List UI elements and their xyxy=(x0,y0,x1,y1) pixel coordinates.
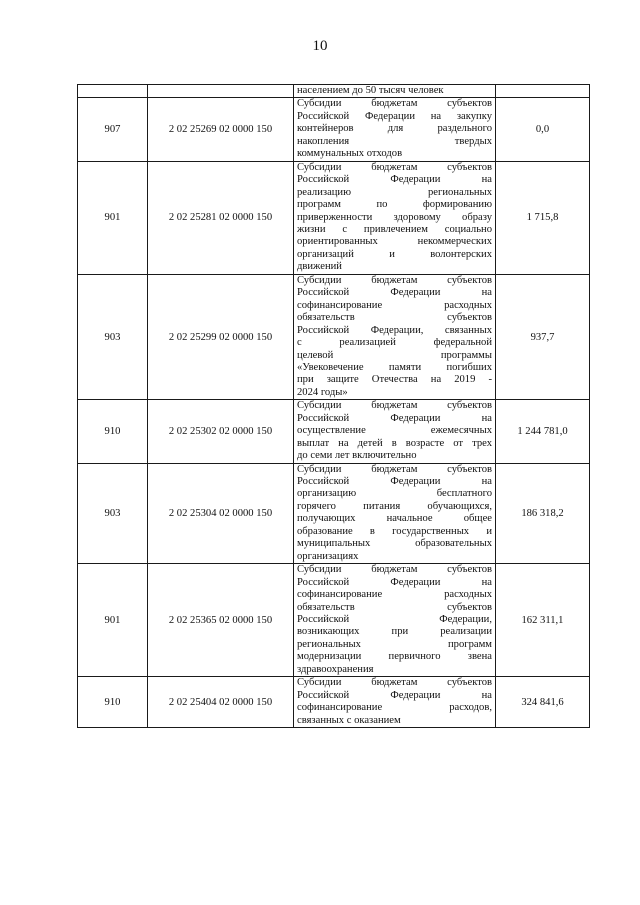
description-line: образование в государственных и xyxy=(297,525,492,537)
description-line: до семи лет включительно xyxy=(297,450,417,462)
description-cell xyxy=(294,274,496,400)
amount-cell: 937,7 xyxy=(496,274,590,400)
description-line: населением до 50 тысяч человек xyxy=(297,85,444,96)
description-cell xyxy=(294,161,496,274)
description-cell xyxy=(294,463,496,564)
description-line: Российской Федерации на закупку xyxy=(297,110,492,122)
description-line: здравоохранения xyxy=(297,663,374,675)
description-line: обязательств субъектов xyxy=(297,312,492,324)
table-row xyxy=(78,400,590,463)
classification-code-cell xyxy=(148,85,294,98)
description-cell xyxy=(294,85,496,98)
amount-cell: 1 244 781,0 xyxy=(496,400,590,463)
admin-code-cell xyxy=(78,85,148,98)
description-line: обязательств субъектов xyxy=(297,601,492,613)
description-line: жизни с привлечением социально xyxy=(297,223,492,235)
amount-cell: 324 841,6 xyxy=(496,677,590,728)
admin-code-cell: 901 xyxy=(78,161,148,274)
description-line: организацию бесплатного xyxy=(297,488,492,500)
description-line: Российской Федерации на xyxy=(297,412,492,424)
table-row xyxy=(78,463,590,564)
description-line: накопления твердых xyxy=(297,135,492,147)
description-line: Субсидии бюджетам субъектов xyxy=(297,98,492,110)
admin-code-cell: 903 xyxy=(78,274,148,400)
description-cell xyxy=(294,400,496,463)
classification-code-cell: 2 02 25302 02 0000 150 xyxy=(148,400,294,463)
description-line: горячего питания обучающихся, xyxy=(297,500,492,512)
admin-code-cell: 903 xyxy=(78,463,148,564)
classification-code-cell: 2 02 25269 02 0000 150 xyxy=(148,98,294,161)
description-line: при защите Отечества на 2019 - xyxy=(297,374,492,386)
classification-code-cell: 2 02 25299 02 0000 150 xyxy=(148,274,294,400)
amount-cell: 1 715,8 xyxy=(496,161,590,274)
description-line: Субсидии бюджетам субъектов xyxy=(297,161,492,173)
description-line: 2024 годы» xyxy=(297,386,348,398)
page-number: 10 xyxy=(312,38,328,54)
description-line: Российской Федерации, связанных xyxy=(297,324,492,336)
table-row xyxy=(78,98,590,161)
table-body xyxy=(78,85,590,728)
description-line: выплат на детей в возрасте от трех xyxy=(297,437,492,449)
description-line: целевой программы xyxy=(297,349,492,361)
description-line: Российской Федерации, xyxy=(297,614,492,626)
admin-code-cell: 910 xyxy=(78,677,148,728)
admin-code-cell: 910 xyxy=(78,400,148,463)
description-line: с реализацией федеральной xyxy=(297,337,492,349)
description-line: Субсидии бюджетам субъектов xyxy=(297,274,492,286)
description-line: модернизации первичного звена xyxy=(297,651,492,663)
description-line: организаций и волонтерских xyxy=(297,248,492,260)
admin-code-cell: 901 xyxy=(78,564,148,677)
amount-cell: 162 311,1 xyxy=(496,564,590,677)
amount-cell: 0,0 xyxy=(496,98,590,161)
description-line: Российской Федерации на xyxy=(297,174,492,186)
description-line: Российской Федерации на xyxy=(297,576,492,588)
description-line: коммунальных отходов xyxy=(297,148,403,160)
description-cell xyxy=(294,564,496,677)
description-cell xyxy=(294,98,496,161)
amount-cell xyxy=(496,85,590,98)
description-cell xyxy=(294,677,496,728)
description-line: реализацию региональных xyxy=(297,186,492,198)
description-line: Российской Федерации на xyxy=(297,476,492,488)
table-row xyxy=(78,677,590,728)
description-line: программ по формированию xyxy=(297,199,492,211)
description-line: «Увековечение памяти погибших xyxy=(297,361,492,373)
table-row xyxy=(78,274,590,400)
admin-code-cell: 907 xyxy=(78,98,148,161)
description-line: ориентированных некоммерческих xyxy=(297,236,492,248)
description-line: софинансирование расходных xyxy=(297,589,492,601)
description-line: связанных с оказанием xyxy=(297,714,401,726)
description-line: Субсидии бюджетам субъектов xyxy=(297,400,492,412)
description-line: софинансирование расходных xyxy=(297,299,492,311)
description-line: получающих начальное общее xyxy=(297,513,492,525)
description-line: Субсидии бюджетам субъектов xyxy=(297,564,492,576)
table-row xyxy=(78,161,590,274)
description-line: возникающих при реализации xyxy=(297,626,492,638)
description-line: Субсидии бюджетам субъектов xyxy=(297,677,492,689)
description-line: региональных программ xyxy=(297,638,492,650)
description-line: приверженности здоровому образу xyxy=(297,211,492,223)
table-row-continuation xyxy=(78,85,590,98)
description-line: муниципальных образовательных xyxy=(297,538,492,550)
classification-code-cell: 2 02 25404 02 0000 150 xyxy=(148,677,294,728)
classification-code-cell: 2 02 25365 02 0000 150 xyxy=(148,564,294,677)
amount-cell: 186 318,2 xyxy=(496,463,590,564)
description-line: Субсидии бюджетам субъектов xyxy=(297,463,492,475)
description-line: софинансирование расходов, xyxy=(297,702,492,714)
description-line: Российской Федерации на xyxy=(297,689,492,701)
description-line: движений xyxy=(297,261,342,273)
classification-code-cell: 2 02 25304 02 0000 150 xyxy=(148,463,294,564)
table-row xyxy=(78,564,590,677)
description-line: контейнеров для раздельного xyxy=(297,123,492,135)
classification-code-cell: 2 02 25281 02 0000 150 xyxy=(148,161,294,274)
budget-table xyxy=(77,84,590,728)
description-line: Российской Федерации на xyxy=(297,287,492,299)
description-line: организациях xyxy=(297,550,359,562)
description-line: осуществление ежемесячных xyxy=(297,425,492,437)
